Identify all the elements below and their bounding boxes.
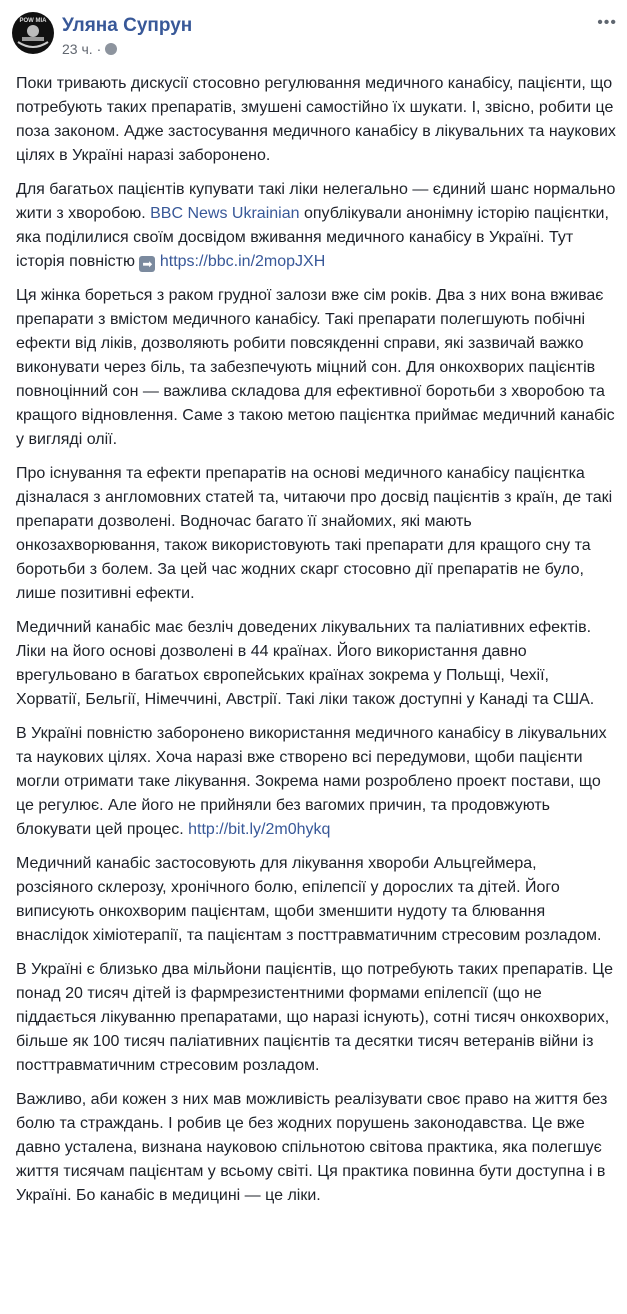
post-link[interactable]: https://bbc.in/2mopJXH [159, 253, 326, 270]
post-body [0, 72, 627, 1208]
paragraph-text: В Україні є близько два мільйони пацієнтів, що потребують таких препаратів. Це понад 20 тисяч дітей із фармрезистентними формами епілепсії (що не піддається лікуванню препаратами, що наразі існують), сотні тисяч онкохворих, більше як 100 тисяч паліативних пацієнтів та десятки тисяч ветеранів війни із посттравматичним стресовим розладом. [16, 961, 613, 1074]
paragraph-text: опублікували анонімну історію пацієнтки, яка поділилися своїм досвідом вживання медичного канабісу в Україні. Тут історія повністю [16, 205, 609, 270]
post-paragraph [16, 284, 616, 452]
meta-separator: · [96, 41, 102, 57]
timestamp-link[interactable]: 23 ч. [62, 41, 93, 57]
post-link[interactable]: BBC News Ukrainian [150, 205, 300, 222]
paragraph-text: Медичний канабіс застосовують для лікування хвороби Альцгеймера, розсіяного склерозу, хронічного болю, епілепсії у дорослих та дітей. Його виписують онкохворим пацієнтам, щоби зменшити нудоту та блювання внаслідок хіміотерапії, та пацієнтам з посттравматичним стресовим розладом. [16, 855, 602, 944]
post-paragraph [16, 72, 616, 168]
paragraph-text: Про існування та ефекти препаратів на основі медичного канабісу пацієнтка дізналася з англомовних статей та, читаючи про досвід пацієнтів з країн, де такі препарати дозволені. Водночас багато її знайомих, які мають онкозахворювання, також використовують такі препарати для кращого сну та боротьби з болем. За цей час жодних скарг стосовно дії препаратів не було, лише позитивні ефекти. [16, 465, 613, 602]
post-paragraph [16, 958, 616, 1078]
arrow-right-icon: ➡ [139, 256, 155, 272]
post-paragraph [16, 1088, 616, 1208]
author-avatar[interactable] [12, 12, 54, 54]
paragraph-text: Поки тривають дискусії стосовно регулювання медичного канабісу, пацієнти, що потребують таких препаратів, змушені самостійно їх шукати. І, звісно, робити це поза законом. Адже застосування медичного канабісу в лікувальних та наукових цілях в Україні наразі заборонено. [16, 75, 616, 164]
post-paragraph [16, 852, 616, 948]
post-paragraph [16, 722, 616, 842]
globe-icon[interactable] [105, 43, 117, 55]
paragraph-text: Для багатьох пацієнтів купувати такі ліки нелегально — єдиний шанс нормально жити з хворобою. [16, 181, 616, 222]
paragraph-text: Ця жінка бореться з раком грудної залози вже сім років. Два з них вона вживає препарати з вмістом медичного канабісу. Такі препарати полегшують побічні ефекти від ліків, дозволяють робити повсякденні справи, які зазвичай важко виконувати через біль, та забезпечують міцний сон. Для онкохворих пацієнтів повноцінний сон — важлива складова для ефективної боротьби з хворобою та кращого відновлення. Саме з такою метою пацієнтка приймає медичний канабіс у вигляді олії. [16, 287, 615, 448]
paragraph-text: Медичний канабіс має безліч доведених лікувальних та паліативних ефектів. Ліки на його основі дозволені в 44 країнах. Його використання давно врегульовано в багатьох європейських країнах зокрема у Польщі, Чехії, Хорватії, Бельгії, Німеччині, Австрії. Такі ліки також доступні у Канаді та США. [16, 619, 595, 708]
post-link[interactable]: http://bit.ly/2m0hykq [188, 821, 331, 838]
avatar-logo-text: POW MIA [19, 18, 47, 24]
pow-mia-logo-icon [12, 12, 54, 54]
more-dots-icon[interactable]: ••• [597, 14, 617, 31]
author-name-link[interactable]: Уляна Супрун [62, 15, 193, 36]
post-header [0, 0, 627, 68]
paragraph-text: В Україні повністю заборонено використання медичного канабісу в лікувальних та наукових цілях. Хоча наразі вже створено всі передумови, щоби пацієнти могли отримати таке лікування. Зокрема нами розроблено проект постави, що це регулює. Але його не прийняли без вагомих причин, та продовжують блокувати цей процес. [16, 725, 607, 838]
post-paragraph [16, 462, 616, 606]
post-meta [62, 41, 117, 57]
paragraph-text: Важливо, аби кожен з них мав можливість реалізувати своє право на життя без болю та страждань. І робив це без жодних порушень законодавства. Це вже давно усталена, визнана науковою спільнотою світова практика, яка полегшує життя тисячам пацієнтам у всьому світі. Ця практика повинна бути доступна і в Україні. Бо канабіс в медицині — це ліки. [16, 1091, 608, 1204]
post-paragraph [16, 616, 616, 712]
post-paragraph [16, 178, 616, 274]
